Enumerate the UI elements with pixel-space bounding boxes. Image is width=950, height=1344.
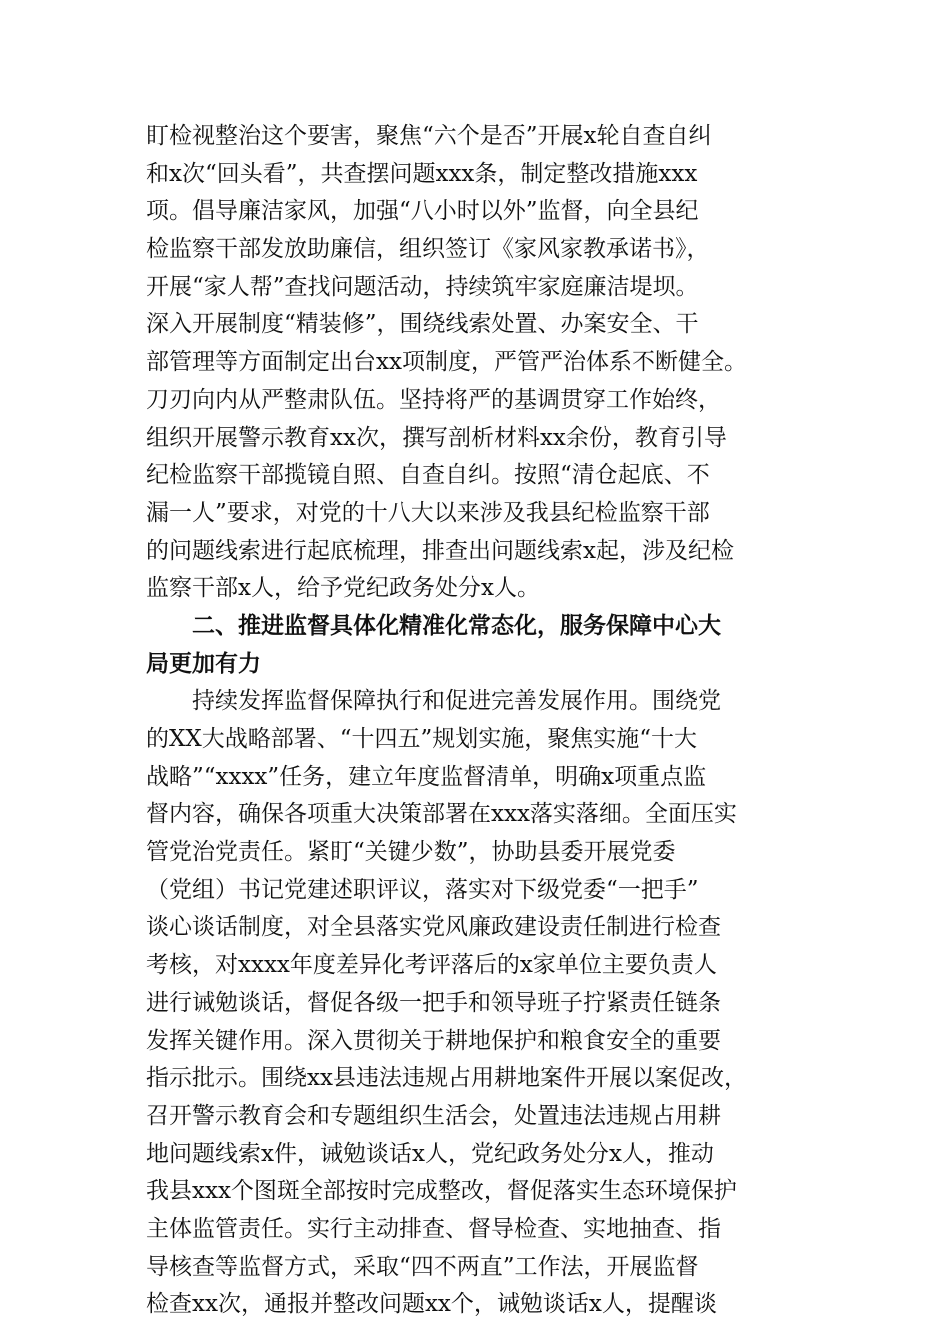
paragraph-line: 进行诫勉谈话，督促各级一把手和领导班子拧紧责任链条 [146, 989, 721, 1016]
paragraph-line: 纪检监察干部揽镜自照、自查自纠。按照“清仓起底、不 [146, 462, 710, 489]
paragraph-line: 考核，对xxxx年度差异化考评落后的x家单位主要负责人 [146, 952, 717, 979]
paragraph-line: 盯检视整治这个要害，聚焦“六个是否”开展x轮自查自纠 [146, 123, 712, 149]
section-heading: 局更加有力 [146, 650, 261, 677]
paragraph-line: 开展“家人帮”查找问题活动，持续筑牢家庭廉洁堤坝。 [146, 273, 699, 300]
paragraph-line: 项。倡导廉洁家风，加强“八小时以外”监督，向全县纪 [146, 198, 699, 225]
section-heading: 二、推进监督具体化精准化常态化，服务保障中心大 [192, 612, 721, 639]
paragraph-line: （党组）书记党建述职评议，落实对下级党委“一把手” [146, 876, 699, 903]
paragraph-line: 检查xx次，通报并整改问题xx个，诫勉谈话x人，提醒谈 [146, 1291, 717, 1318]
paragraph-line: 的XX大战略部署、“十四五”规划实施，聚焦实施“十大 [146, 726, 698, 752]
paragraph-line: 督内容，确保各项重大决策部署在xxx落实落细。全面压实 [146, 801, 737, 828]
paragraph-line: 漏一人”要求，对党的十八大以来涉及我县纪检监察干部 [146, 499, 710, 526]
paragraph-line: 刀刃向内从严整肃队伍。坚持将严的基调贯穿工作始终， [146, 386, 721, 413]
paragraph-line: 监察干部x人，给予党纪政务处分x人。 [146, 575, 540, 602]
paragraph-line: 和x次“回头看”，共查摆问题xxx条，制定整改措施xxx [146, 160, 698, 187]
paragraph-line: 地问题线索x件，诫勉谈话x人，党纪政务处分x人，推动 [146, 1140, 714, 1167]
paragraph-line: 指示批示。围绕xx县违法违规占用耕地案件开展以案促改， [146, 1065, 747, 1092]
paragraph-line: 导核查等监督方式，采取“四不两直”工作法，开展监督 [146, 1253, 699, 1280]
paragraph-line: 战略”“xxxx”任务，建立年度监督清单，明确x项重点监 [146, 763, 707, 790]
paragraph-line: 管党治党责任。紧盯“关键少数”，协助县委开展党委 [146, 839, 676, 866]
paragraph-line: 持续发挥监督保障执行和促进完善发展作用。围绕党 [192, 688, 721, 715]
paragraph-line: 发挥关键作用。深入贯彻关于耕地保护和粮食安全的重要 [146, 1027, 721, 1054]
paragraph-line: 谈心谈话制度，对全县落实党风廉政建设责任制进行检查 [146, 914, 721, 941]
paragraph-line: 召开警示教育会和专题组织生活会，处置违法违规占用耕 [146, 1102, 721, 1129]
paragraph-line: 深入开展制度“精装修”，围绕线索处置、办案安全、干 [146, 311, 699, 338]
paragraph-line: 我县xxx个图斑全部按时完成整改，督促落实生态环境保护 [146, 1178, 737, 1205]
paragraph-line: 的问题线索进行起底梳理，排查出问题线索x起，涉及纪检 [146, 537, 734, 564]
paragraph-line: 组织开展警示教育xx次，撰写剖析材料xx余份，教育引导 [146, 424, 727, 451]
body-text [146, 118, 846, 1324]
paragraph-line: 部管理等方面制定出台xx项制度，严管严治体系不断健全。 [146, 349, 747, 376]
paragraph-line: 主体监管责任。实行主动排查、督导检查、实地抽查、指 [146, 1215, 721, 1242]
paragraph-line: 检监察干部发放助廉信，组织签订《家风家教承诺书》， [146, 236, 710, 263]
